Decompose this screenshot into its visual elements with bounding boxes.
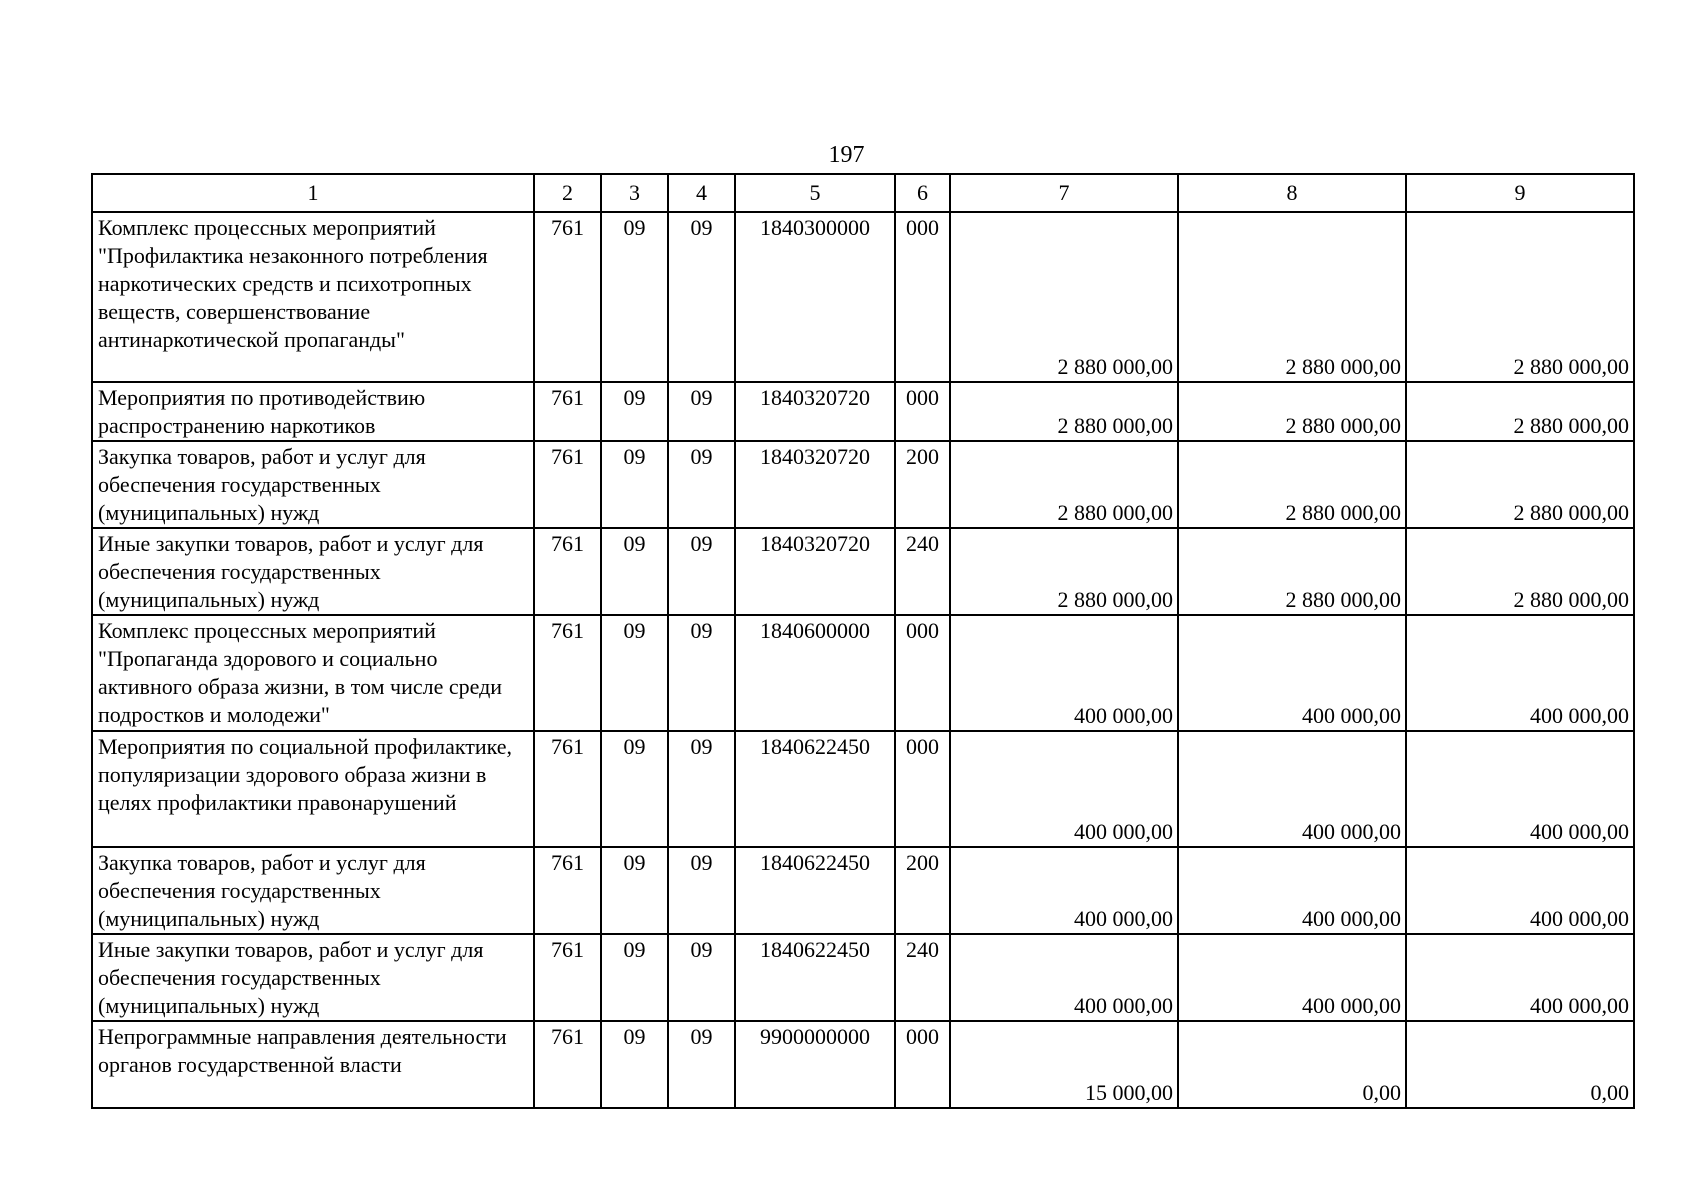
target-article-cell: 1840320720	[735, 528, 895, 615]
table-row	[92, 615, 1634, 731]
column-header: 6	[895, 174, 950, 212]
code-cell: 761	[534, 212, 601, 382]
amount-cell: 2 880 000,00	[1178, 382, 1406, 441]
page-number: 197	[828, 142, 865, 168]
amount-cell: 2 880 000,00	[1406, 382, 1634, 441]
target-article-cell: 1840622450	[735, 934, 895, 1021]
table-row	[92, 934, 1634, 1021]
table-row	[92, 441, 1634, 528]
subsection-cell: 09	[668, 731, 735, 847]
expense-type-cell: 000	[895, 731, 950, 847]
item-name-cell: Непрограммные направления деятельности органов государственной власти	[92, 1021, 534, 1108]
subsection-cell: 09	[668, 615, 735, 731]
column-header: 8	[1178, 174, 1406, 212]
code-cell: 761	[534, 1021, 601, 1108]
expense-type-cell: 240	[895, 934, 950, 1021]
code-cell: 761	[534, 441, 601, 528]
amount-cell: 2 880 000,00	[950, 382, 1178, 441]
section-cell: 09	[601, 847, 668, 934]
table-row	[92, 847, 1634, 934]
column-header: 3	[601, 174, 668, 212]
section-cell: 09	[601, 212, 668, 382]
amount-cell: 400 000,00	[1406, 731, 1634, 847]
code-cell: 761	[534, 731, 601, 847]
amount-cell: 400 000,00	[1178, 847, 1406, 934]
item-name-cell: Закупка товаров, работ и услуг для обеспечения государственных (муниципальных) нужд	[92, 847, 534, 934]
target-article-cell: 1840600000	[735, 615, 895, 731]
column-header: 7	[950, 174, 1178, 212]
code-cell: 761	[534, 615, 601, 731]
column-header: 5	[735, 174, 895, 212]
code-cell: 761	[534, 934, 601, 1021]
expense-type-cell: 000	[895, 212, 950, 382]
subsection-cell: 09	[668, 847, 735, 934]
amount-cell: 400 000,00	[950, 934, 1178, 1021]
item-name-cell: Закупка товаров, работ и услуг для обеспечения государственных (муниципальных) нужд	[92, 441, 534, 528]
amount-cell: 2 880 000,00	[950, 441, 1178, 528]
item-name-cell: Иные закупки товаров, работ и услуг для обеспечения государственных (муниципальных) нужд	[92, 934, 534, 1021]
amount-cell: 2 880 000,00	[950, 528, 1178, 615]
code-cell: 761	[534, 847, 601, 934]
amount-cell: 2 880 000,00	[1406, 212, 1634, 382]
amount-cell: 2 880 000,00	[1178, 528, 1406, 615]
subsection-cell: 09	[668, 934, 735, 1021]
budget-table	[91, 173, 1635, 1109]
amount-cell: 0,00	[1406, 1021, 1634, 1108]
section-cell: 09	[601, 615, 668, 731]
amount-cell: 0,00	[1178, 1021, 1406, 1108]
section-cell: 09	[601, 731, 668, 847]
amount-cell: 400 000,00	[950, 615, 1178, 731]
subsection-cell: 09	[668, 382, 735, 441]
expense-type-cell: 000	[895, 1021, 950, 1108]
column-header: 1	[92, 174, 534, 212]
code-cell: 761	[534, 382, 601, 441]
section-cell: 09	[601, 382, 668, 441]
amount-cell: 2 880 000,00	[950, 212, 1178, 382]
target-article-cell: 1840320720	[735, 441, 895, 528]
table-row	[92, 1021, 1634, 1108]
amount-cell: 400 000,00	[1178, 934, 1406, 1021]
expense-type-cell: 200	[895, 441, 950, 528]
subsection-cell: 09	[668, 441, 735, 528]
item-name-cell: Мероприятия по противодействию распространению наркотиков	[92, 382, 534, 441]
subsection-cell: 09	[668, 1021, 735, 1108]
amount-cell: 400 000,00	[1406, 615, 1634, 731]
expense-type-cell: 000	[895, 615, 950, 731]
item-name-cell: Комплекс процессных мероприятий "Профилактика незаконного потребления наркотических средств и психотропных веществ, совершенствование антинаркотической пропаганды"	[92, 212, 534, 382]
subsection-cell: 09	[668, 212, 735, 382]
target-article-cell: 1840320720	[735, 382, 895, 441]
column-number-row	[92, 174, 1634, 212]
section-cell: 09	[601, 441, 668, 528]
amount-cell: 2 880 000,00	[1178, 212, 1406, 382]
amount-cell: 400 000,00	[950, 847, 1178, 934]
code-cell: 761	[534, 528, 601, 615]
table-row	[92, 731, 1634, 847]
subsection-cell: 09	[668, 528, 735, 615]
section-cell: 09	[601, 528, 668, 615]
amount-cell: 400 000,00	[1406, 934, 1634, 1021]
amount-cell: 15 000,00	[950, 1021, 1178, 1108]
amount-cell: 400 000,00	[1178, 731, 1406, 847]
table-row	[92, 212, 1634, 382]
table-row	[92, 382, 1634, 441]
table-row	[92, 528, 1634, 615]
expense-type-cell: 200	[895, 847, 950, 934]
amount-cell: 2 880 000,00	[1178, 441, 1406, 528]
column-header: 2	[534, 174, 601, 212]
item-name-cell: Мероприятия по социальной профилактике, популяризации здорового образа жизни в целях профилактики правонарушений	[92, 731, 534, 847]
amount-cell: 2 880 000,00	[1406, 528, 1634, 615]
section-cell: 09	[601, 934, 668, 1021]
column-header: 9	[1406, 174, 1634, 212]
expense-type-cell: 240	[895, 528, 950, 615]
column-header: 4	[668, 174, 735, 212]
target-article-cell: 9900000000	[735, 1021, 895, 1108]
target-article-cell: 1840622450	[735, 847, 895, 934]
amount-cell: 2 880 000,00	[1406, 441, 1634, 528]
section-cell: 09	[601, 1021, 668, 1108]
item-name-cell: Иные закупки товаров, работ и услуг для обеспечения государственных (муниципальных) нужд	[92, 528, 534, 615]
amount-cell: 400 000,00	[950, 731, 1178, 847]
item-name-cell: Комплекс процессных мероприятий "Пропаганда здорового и социально активного образа жизни, в том числе среди подростков и молодежи"	[92, 615, 534, 731]
amount-cell: 400 000,00	[1406, 847, 1634, 934]
expense-type-cell: 000	[895, 382, 950, 441]
amount-cell: 400 000,00	[1178, 615, 1406, 731]
target-article-cell: 1840622450	[735, 731, 895, 847]
target-article-cell: 1840300000	[735, 212, 895, 382]
